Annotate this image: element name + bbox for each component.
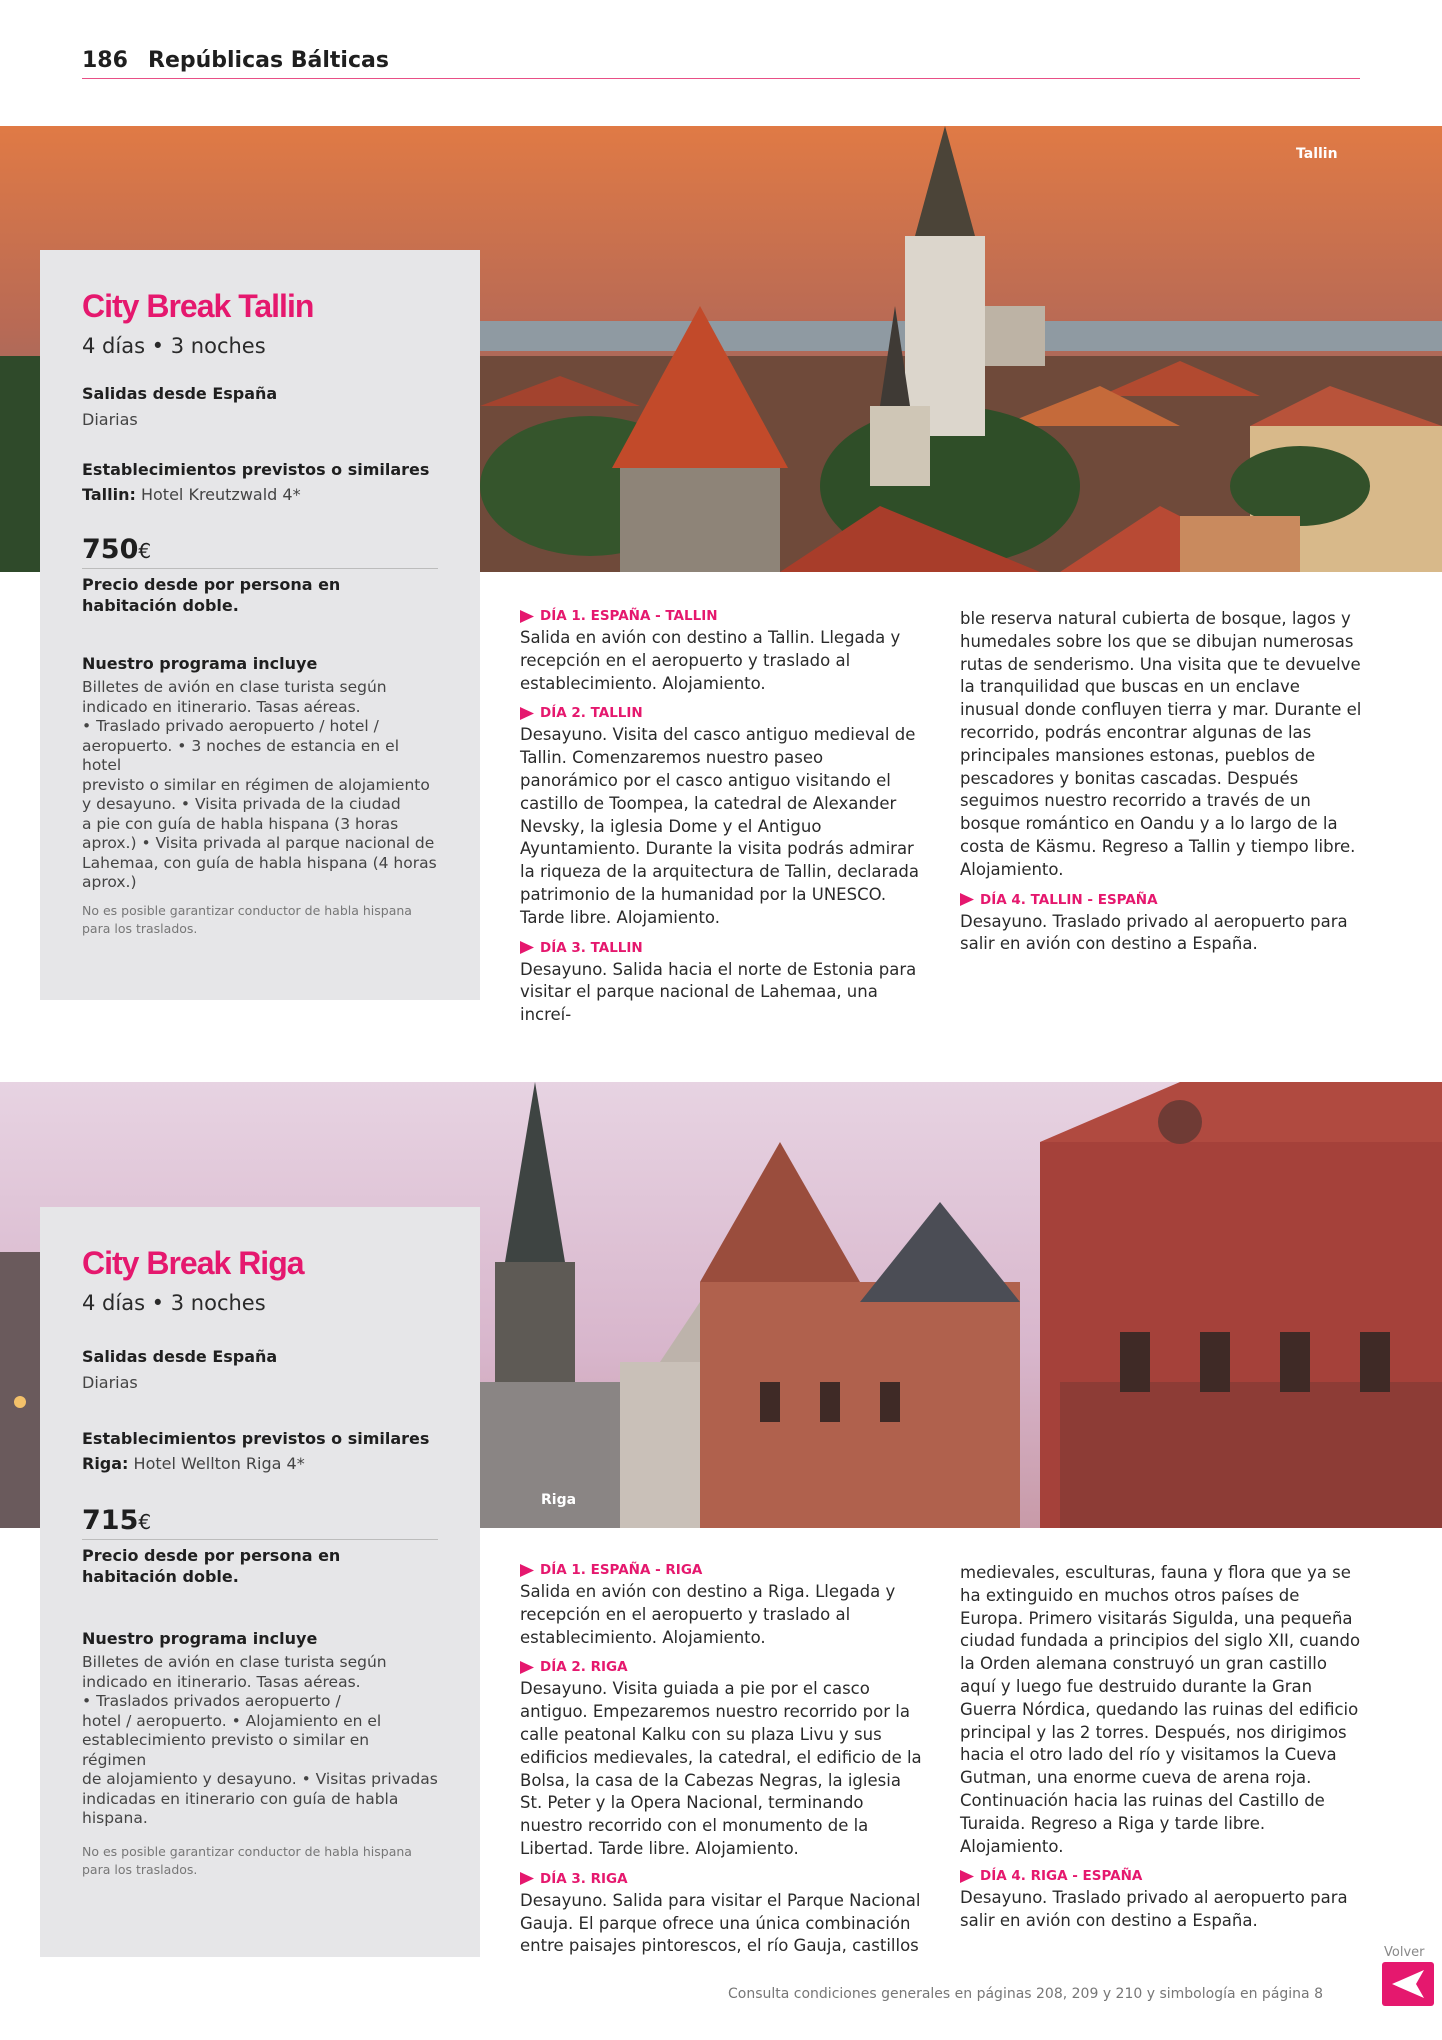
play-icon xyxy=(520,941,534,954)
departures-value: Diarias xyxy=(82,410,138,429)
includes-label: Nuestro programa incluye xyxy=(82,654,318,673)
page-header xyxy=(82,48,1360,79)
itinerary-col-2 xyxy=(960,1562,1362,1943)
play-icon xyxy=(960,893,974,906)
photo-caption: Tallin xyxy=(1296,146,1338,162)
day-text: Salida en avión con destino a Tallin. Llegada y recepción en el aeropuerto y traslado al establecimiento. Alojamiento. xyxy=(520,628,901,693)
play-icon xyxy=(520,1872,534,1885)
price-currency: € xyxy=(138,539,152,563)
disclaimer: No es posible garantizar conductor de habla hispana para los traslados. xyxy=(82,903,412,936)
day-title: DÍA 4. TALLIN - ESPAÑA xyxy=(980,891,1158,908)
play-icon xyxy=(960,1870,974,1883)
day-title: DÍA 4. RIGA - ESPAÑA xyxy=(980,1868,1143,1885)
play-icon xyxy=(520,1661,534,1674)
day-title: DÍA 2. TALLIN xyxy=(540,705,643,722)
day-text: Desayuno. Traslado privado al aeropuerto para salir en avión con destino a España. xyxy=(960,911,1348,954)
trip-title: City Break Riga xyxy=(82,1245,304,1281)
hotel-name: Hotel Kreutzwald 4* xyxy=(140,485,301,504)
day-heading xyxy=(960,1868,1362,1884)
day-title: DÍA 3. TALLIN xyxy=(540,939,643,956)
page-number: 186 xyxy=(82,48,128,73)
hotel-city: Riga: xyxy=(82,1454,129,1473)
day-heading xyxy=(960,892,1362,908)
price-currency: € xyxy=(138,1510,152,1534)
day-heading xyxy=(520,608,922,624)
hotels-label: Establecimientos previstos o similares xyxy=(82,1429,430,1448)
departures-label: Salidas desde España xyxy=(82,1347,278,1366)
day-title: DÍA 3. RIGA xyxy=(540,1870,628,1887)
day-text: ble reserva natural cubierta de bosque, lagos y humedales sobre los que se dibujan numerosas rutas de senderismo. Una visita que te devuelve la tranquilidad que buscas en un enclave inusual donde confluyen tierra y mar. Durante el recorrido, podrás encontrar algunas de las principales mansiones estonas, pueblos de pescadores y bonitas cascadas. Después seguimos nuestro recorrido a través de un bosque romántico en Oandu y a lo largo de la costa de Käsmu. Regreso a Tallin y tiempo libre. Alojamiento. xyxy=(960,609,1362,879)
section-title: Repúblicas Bálticas xyxy=(148,48,389,73)
day-text: medievales, esculturas, fauna y flora que ya se ha extinguido en muchos otros países de Europa. Primero visitarás Sigulda, una pequeña ciudad fundada a principios del siglo XII, cuando la Orden alemana construyó un gran castillo aquí y luego fue destruido durante la Gran Guerra Nórdica, quedando las ruinas del edificio principal y las 2 torres. Después, nos dirigimos hacia el otro lado del río y visitamos la Cueva Gutman, una enorme cueva de arena roja. Continuación hacia las ruinas del Castillo de Turaida. Regreso a Riga y tarde libre. Alojamiento. xyxy=(960,1563,1361,1856)
day-heading xyxy=(520,940,922,956)
itinerary-col-1 xyxy=(520,1562,922,1968)
trip-duration: 4 días • 3 noches xyxy=(82,334,266,358)
disclaimer: No es posible garantizar conductor de habla hispana para los traslados. xyxy=(82,1844,412,1877)
day-heading xyxy=(520,1871,922,1887)
departures-label: Salidas desde España xyxy=(82,384,278,403)
price-value: 715 xyxy=(82,1505,139,1536)
hotel-name: Hotel Wellton Riga 4* xyxy=(133,1454,305,1473)
day-heading xyxy=(520,1659,922,1675)
arrow-left-icon xyxy=(1382,1962,1434,2006)
hotel-city: Tallin: xyxy=(82,485,136,504)
price-note: Precio desde por persona en habitación doble. xyxy=(82,575,341,615)
itinerary-col-1 xyxy=(520,608,922,1037)
day-text: Desayuno. Visita del casco antiguo medieval de Tallin. Comenzaremos nuestro paseo panorámico por el casco antiguo visitando el castillo de Toompea, la catedral de Alexander Nevsky, la iglesia Dome y el Antiguo Ayuntamiento. Durante la visita podrás admirar la riqueza de la arquitectura de Tallin, declarada patrimonio de la humanidad por la UNESCO. Tarde libre. Alojamiento. xyxy=(520,725,919,927)
price-note: Precio desde por persona en habitación doble. xyxy=(82,1546,341,1586)
photo-caption: Riga xyxy=(541,1492,577,1508)
price-divider xyxy=(82,568,438,569)
price xyxy=(82,1505,151,1536)
includes-text: Billetes de avión en clase turista según indicado en itinerario. Tasas aéreas. • Traslado privado aeropuerto / hotel / aeropuerto. • 3 noches de estancia en el hotel previsto o similar en régimen de alojamiento y desayuno. • Visita privada de la ciudad a pie con guía de habla hispana (3 horas aprox.) • Visita privada al parque nacional de Lahemaa, con guía de habla hispana (4 horas aprox.) xyxy=(82,678,437,891)
back-label: Volver xyxy=(1384,1945,1425,1960)
day-heading xyxy=(520,1562,922,1578)
play-icon xyxy=(520,610,534,623)
conditions-footer: Consulta condiciones generales en páginas 208, 209 y 210 y simbología en página 8 xyxy=(728,1986,1323,2002)
day-text: Desayuno. Salida hacia el norte de Estonia para visitar el parque nacional de Lahemaa, una increí- xyxy=(520,959,917,1025)
day-title: DÍA 2. RIGA xyxy=(540,1659,628,1676)
departures-value: Diarias xyxy=(82,1373,138,1392)
includes-label: Nuestro programa incluye xyxy=(82,1629,318,1648)
trip-title: City Break Tallin xyxy=(82,288,314,324)
includes-text: Billetes de avión en clase turista según indicado en itinerario. Tasas aéreas. • Traslados privados aeropuerto / hotel / aeropuerto. • Alojamiento en el establecimiento previsto o similar en régimen de alojamiento y desayuno. • Visitas privadas indicadas en itinerario con guía de habla hispana. xyxy=(82,1653,438,1827)
day-text: Desayuno. Visita guiada a pie por el casco antiguo. Empezaremos nuestro recorrido por la calle peatonal Kalku con su plaza Livu y sus edificios medievales, la catedral, el edificio de la Bolsa, la casa de la Cabezas Negras, la iglesia St. Peter y la Opera Nacional, terminando nuestro recorrido con el monumento de la Libertad. Tarde libre. Alojamiento. xyxy=(520,1679,922,1858)
play-icon xyxy=(520,1564,534,1577)
day-text: Salida en avión con destino a Riga. Llegada y recepción en el aeropuerto y traslado al establecimiento. Alojamiento. xyxy=(520,1582,896,1647)
day-text: Desayuno. Salida para visitar el Parque Nacional Gauja. El parque ofrece una única combinación entre paisajes pintorescos, el río Gauja, castillos xyxy=(520,1890,921,1956)
price-divider xyxy=(82,1539,438,1540)
hotel-line xyxy=(82,1454,305,1473)
back-button[interactable] xyxy=(1382,1962,1434,2006)
play-icon xyxy=(520,707,534,720)
trip-duration: 4 días • 3 noches xyxy=(82,1291,266,1315)
price-value: 750 xyxy=(82,534,139,565)
hotels-label: Establecimientos previstos o similares xyxy=(82,460,430,479)
itinerary-col-2 xyxy=(960,608,1362,966)
hotel-line xyxy=(82,485,301,504)
price xyxy=(82,534,151,565)
day-title: DÍA 1. ESPAÑA - TALLIN xyxy=(540,608,718,624)
day-title: DÍA 1. ESPAÑA - RIGA xyxy=(540,1562,703,1578)
day-text: Desayuno. Traslado privado al aeropuerto para salir en avión con destino a España. xyxy=(960,1888,1348,1931)
day-heading xyxy=(520,705,922,721)
trip-panel-riga xyxy=(40,1207,480,1957)
trip-panel-tallin xyxy=(40,250,480,1000)
